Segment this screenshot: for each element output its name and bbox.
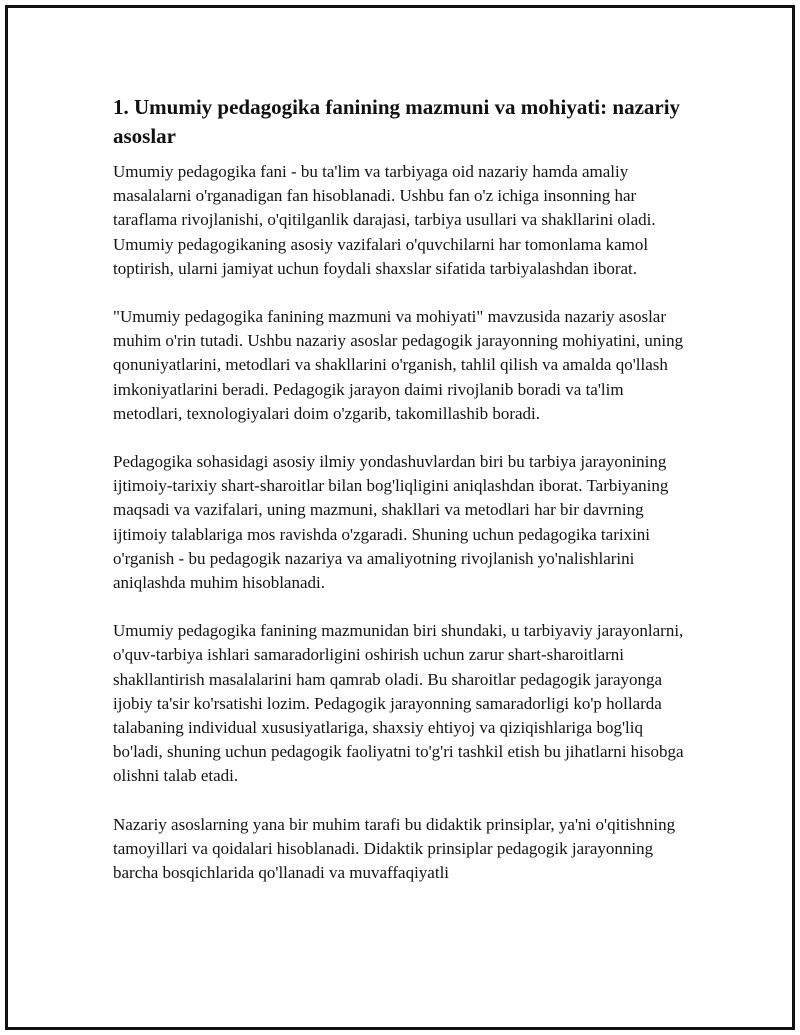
paragraph-4: Umumiy pedagogika fanining mazmunidan biri shundaki, u tarbiyaviy jarayonlarni, o'quv-tarbiya ishlari samaradorligini oshirish uchun zarur shart-sharoitlarni shakllantirish masalalarini ham qamrab oladi. Bu sharoitlar pedagogik jarayonga ijobiy ta'sir ko'rsatishi lozim. Pedagogik jarayonning samaradorligi ko'p hollarda talabaning individual xususiyatlariga, shaxsiy ehtiyoj va qiziqishlariga bog'liq bo'ladi, shuning uchun pedagogik faoliyatni to'g'ri tashkil etish bu jihatlarni hisobga olishni talab etadi. <box>113 621 684 786</box>
document-body <box>113 93 693 909</box>
paragraph-1: Umumiy pedagogika fani - bu ta'lim va tarbiyaga oid nazariy hamda amaliy masalalarni o'rganadigan fan hisoblanadi. Ushbu fan o'z ichiga insonning har taraflama rivojlanishi, o'qitilganlik darajasi, tarbiya usullari va shakllarini oladi. Umumiy pedagogikaning asosiy vazifalari o'quvchilarni har tomonlama kamol toptirish, ularni jamiyat uchun foydali shaxslar sifatida tarbiyalashdan iborat. <box>113 162 656 278</box>
paragraph-2: "Umumiy pedagogika fanining mazmuni va mohiyati" mavzusida nazariy asoslar muhim o'rin tutadi. Ushbu nazariy asoslar pedagogik jarayonning mohiyatini, uning qonuniyatlarini, metodlari va shakllarini o'rganish, tahlil qilish va amalda qo'llash imkoniyatlarini beradi. Pedagogik jarayon daimi rivojlanib boradi va ta'lim metodlari, texnologiyalari doim o'zgarib, takomillashib boradi. <box>113 307 684 423</box>
paragraph-3: Pedagogika sohasidagi asosiy ilmiy yondashuvlardan biri bu tarbiya jarayonining ijtimoiy-tarixiy shart-sharoitlar bilan bog'liqligini aniqlashdan iborat. Tarbiyaning maqsadi va vazifalari, uning mazmuni, shakllari va metodlari har bir davrning ijtimoiy talablariga mos ravishda o'zgaradi. Shuning uchun pedagogika tarixini o'rganish - bu pedagogik nazariya va amaliyotning rivojlanish yo'nalishlarini aniqlashda muhim hisoblanadi. <box>113 452 669 593</box>
paragraph-5: Nazariy asoslarning yana bir muhim tarafi bu didaktik prinsiplar, ya'ni o'qitishning tamoyillari va qoidalari hisoblanadi. Didaktik prinsiplar pedagogik jarayonning barcha bosqichlarida qo'llanadi va muvaffaqiyatli <box>113 814 676 883</box>
section-heading: 1. Umumiy pedagogika fanining mazmuni va mohiyati: nazariy asoslar <box>113 95 681 148</box>
